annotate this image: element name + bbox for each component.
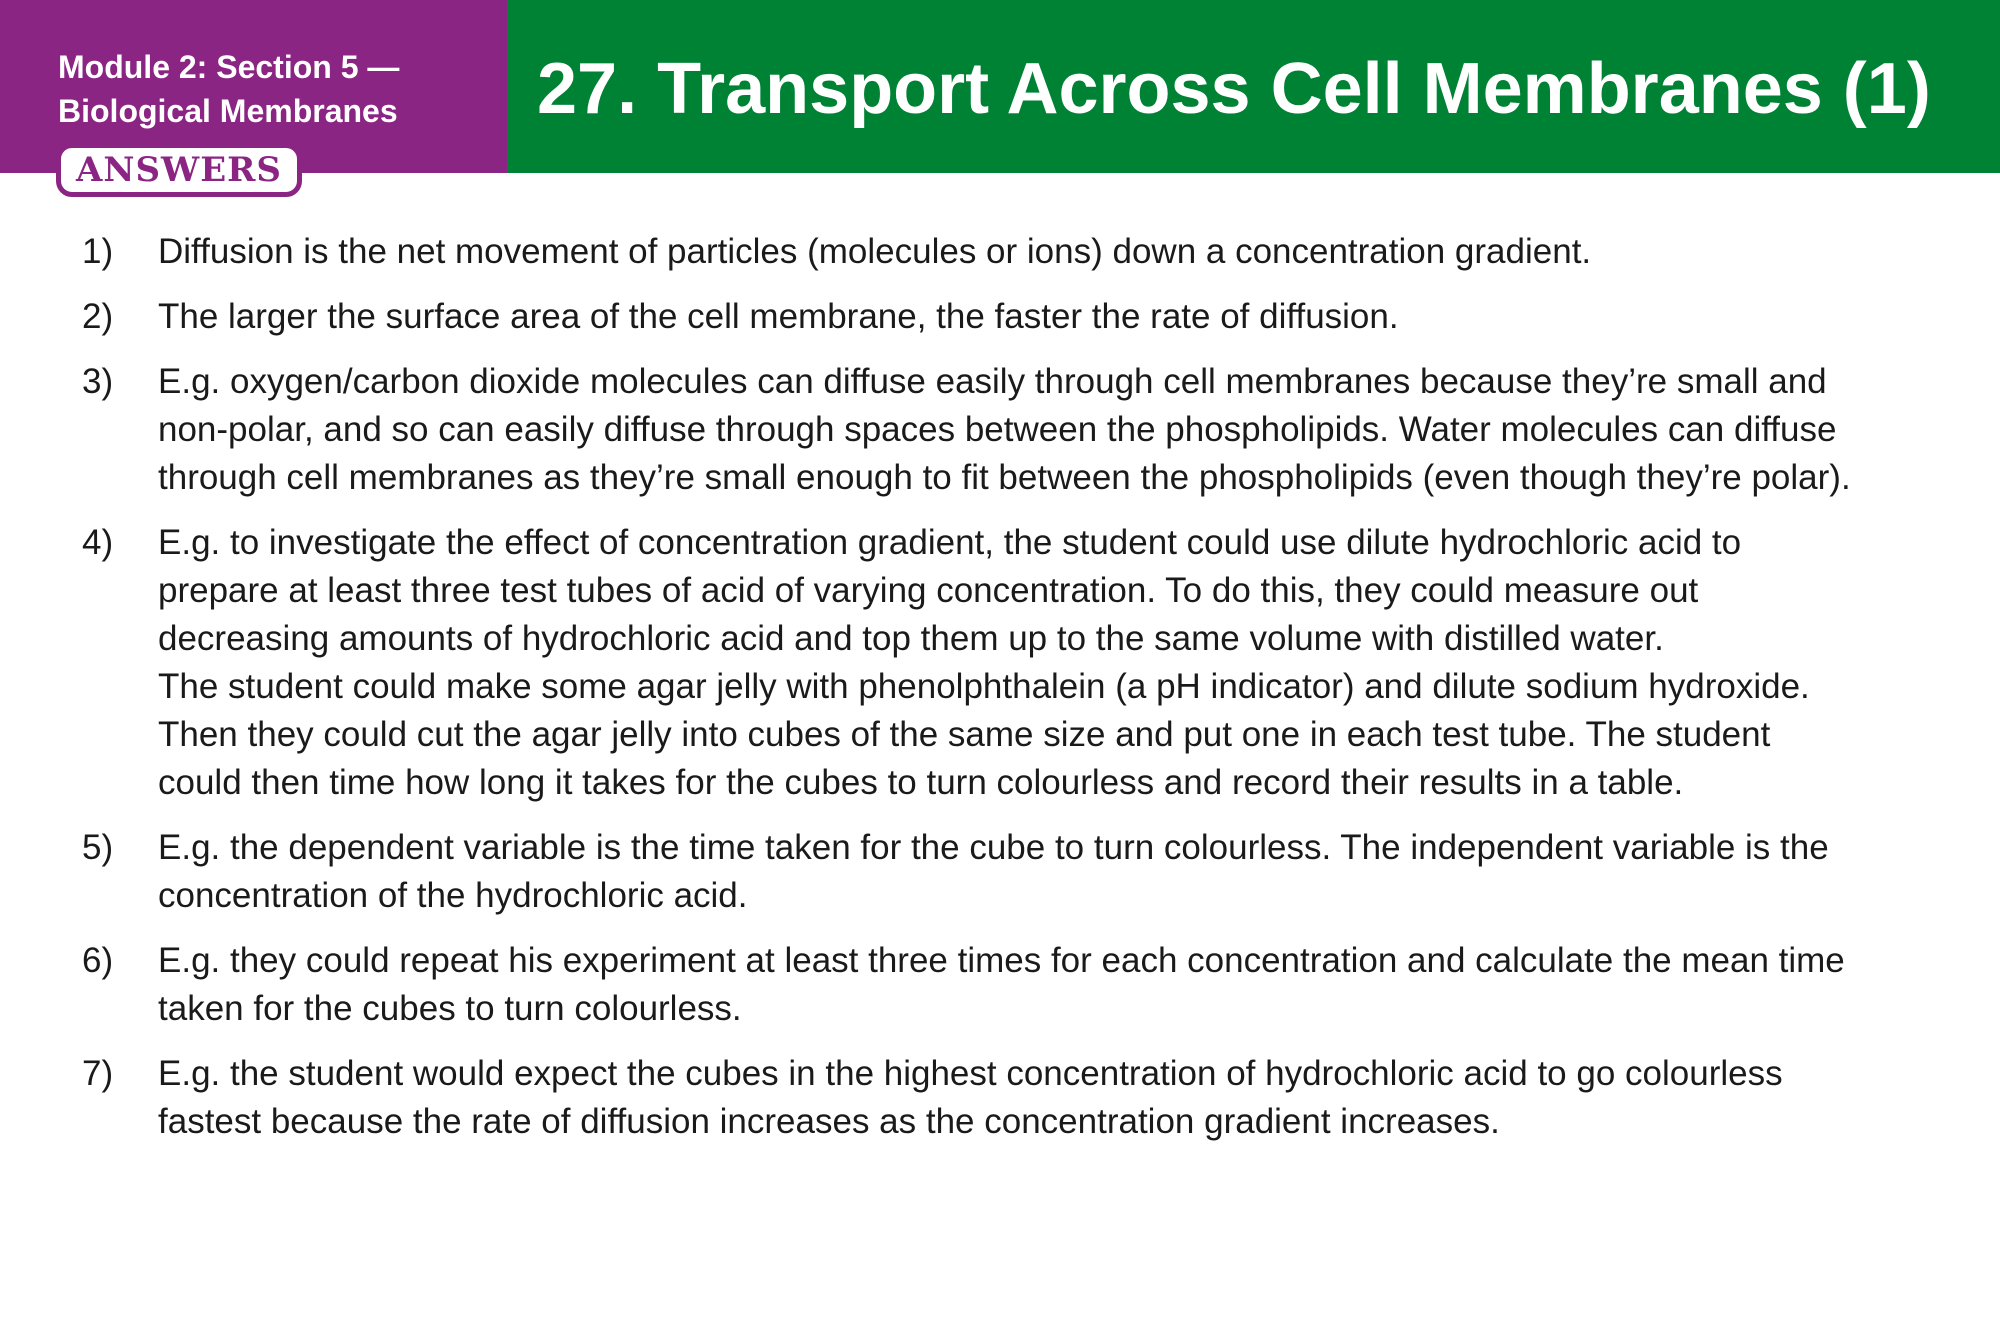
- answer-text-line: E.g. they could repeat his experiment at least three times for each concentration and calculate the mean time: [158, 941, 1845, 980]
- answer-text-line: fastest because the rate of diffusion increases as the concentration gradient increases.: [158, 1102, 1500, 1141]
- answer-text-line: Diffusion is the net movement of particles (molecules or ions) down a concentration gradient.: [158, 232, 1592, 271]
- answer-text-line: taken for the cubes to turn colourless.: [158, 989, 742, 1028]
- answer-number: 6): [82, 941, 114, 980]
- answer-text-line: The larger the surface area of the cell membrane, the faster the rate of diffusion.: [158, 297, 1399, 336]
- answer-text-line: The student could make some agar jelly with phenolphthalein (a pH indicator) and dilute sodium hydroxide.: [158, 667, 1810, 706]
- answer-number: 7): [82, 1054, 114, 1093]
- answer-item: [82, 937, 1982, 1033]
- answer-number: 4): [82, 523, 114, 562]
- section-label-line-1: Module 2: Section 5 —: [58, 49, 400, 85]
- answer-item: [82, 228, 1982, 276]
- answers-badge: ANSWERS: [56, 143, 302, 197]
- section-label-line-2: Biological Membranes: [58, 93, 398, 129]
- answer-number: 1): [82, 232, 114, 271]
- answer-number: 3): [82, 362, 114, 401]
- answer-text-line: E.g. the dependent variable is the time taken for the cube to turn colourless. The independent variable is the: [158, 828, 1829, 867]
- answer-text-line: non-polar, and so can easily diffuse through spaces between the phospholipids. Water molecules can diffuse: [158, 410, 1837, 449]
- section-label: [58, 45, 399, 133]
- answer-item: [82, 824, 1982, 920]
- answer-text-line: decreasing amounts of hydrochloric acid and top them up to the same volume with distilled water.: [158, 619, 1664, 658]
- answer-text-line: prepare at least three test tubes of acid of varying concentration. To do this, they could measure out: [158, 571, 1699, 610]
- answer-item: [82, 293, 1982, 341]
- answer-text-line: concentration of the hydrochloric acid.: [158, 876, 748, 915]
- answers-list: [82, 228, 1982, 1163]
- title-banner: [507, 0, 2000, 173]
- page-title: 27. Transport Across Cell Membranes (1): [537, 49, 1931, 129]
- answer-text-line: Then they could cut the agar jelly into cubes of the same size and put one in each test tube. The student: [158, 715, 1771, 754]
- answer-text-line: E.g. to investigate the effect of concentration gradient, the student could use dilute hydrochloric acid to: [158, 523, 1742, 562]
- answer-item: [82, 1050, 1982, 1146]
- answer-text-line: E.g. oxygen/carbon dioxide molecules can diffuse easily through cell membranes because they’re small and: [158, 362, 1827, 401]
- answer-number: 5): [82, 828, 114, 867]
- answer-text-line: through cell membranes as they’re small enough to fit between the phospholipids (even though they’re polar).: [158, 458, 1851, 497]
- answer-number: 2): [82, 297, 114, 336]
- answer-item: [82, 519, 1982, 807]
- answer-text-line: could then time how long it takes for the cubes to turn colourless and record their results in a table.: [158, 763, 1684, 802]
- answer-text-line: E.g. the student would expect the cubes in the highest concentration of hydrochloric acid to go colourless: [158, 1054, 1783, 1093]
- answer-item: [82, 358, 1982, 502]
